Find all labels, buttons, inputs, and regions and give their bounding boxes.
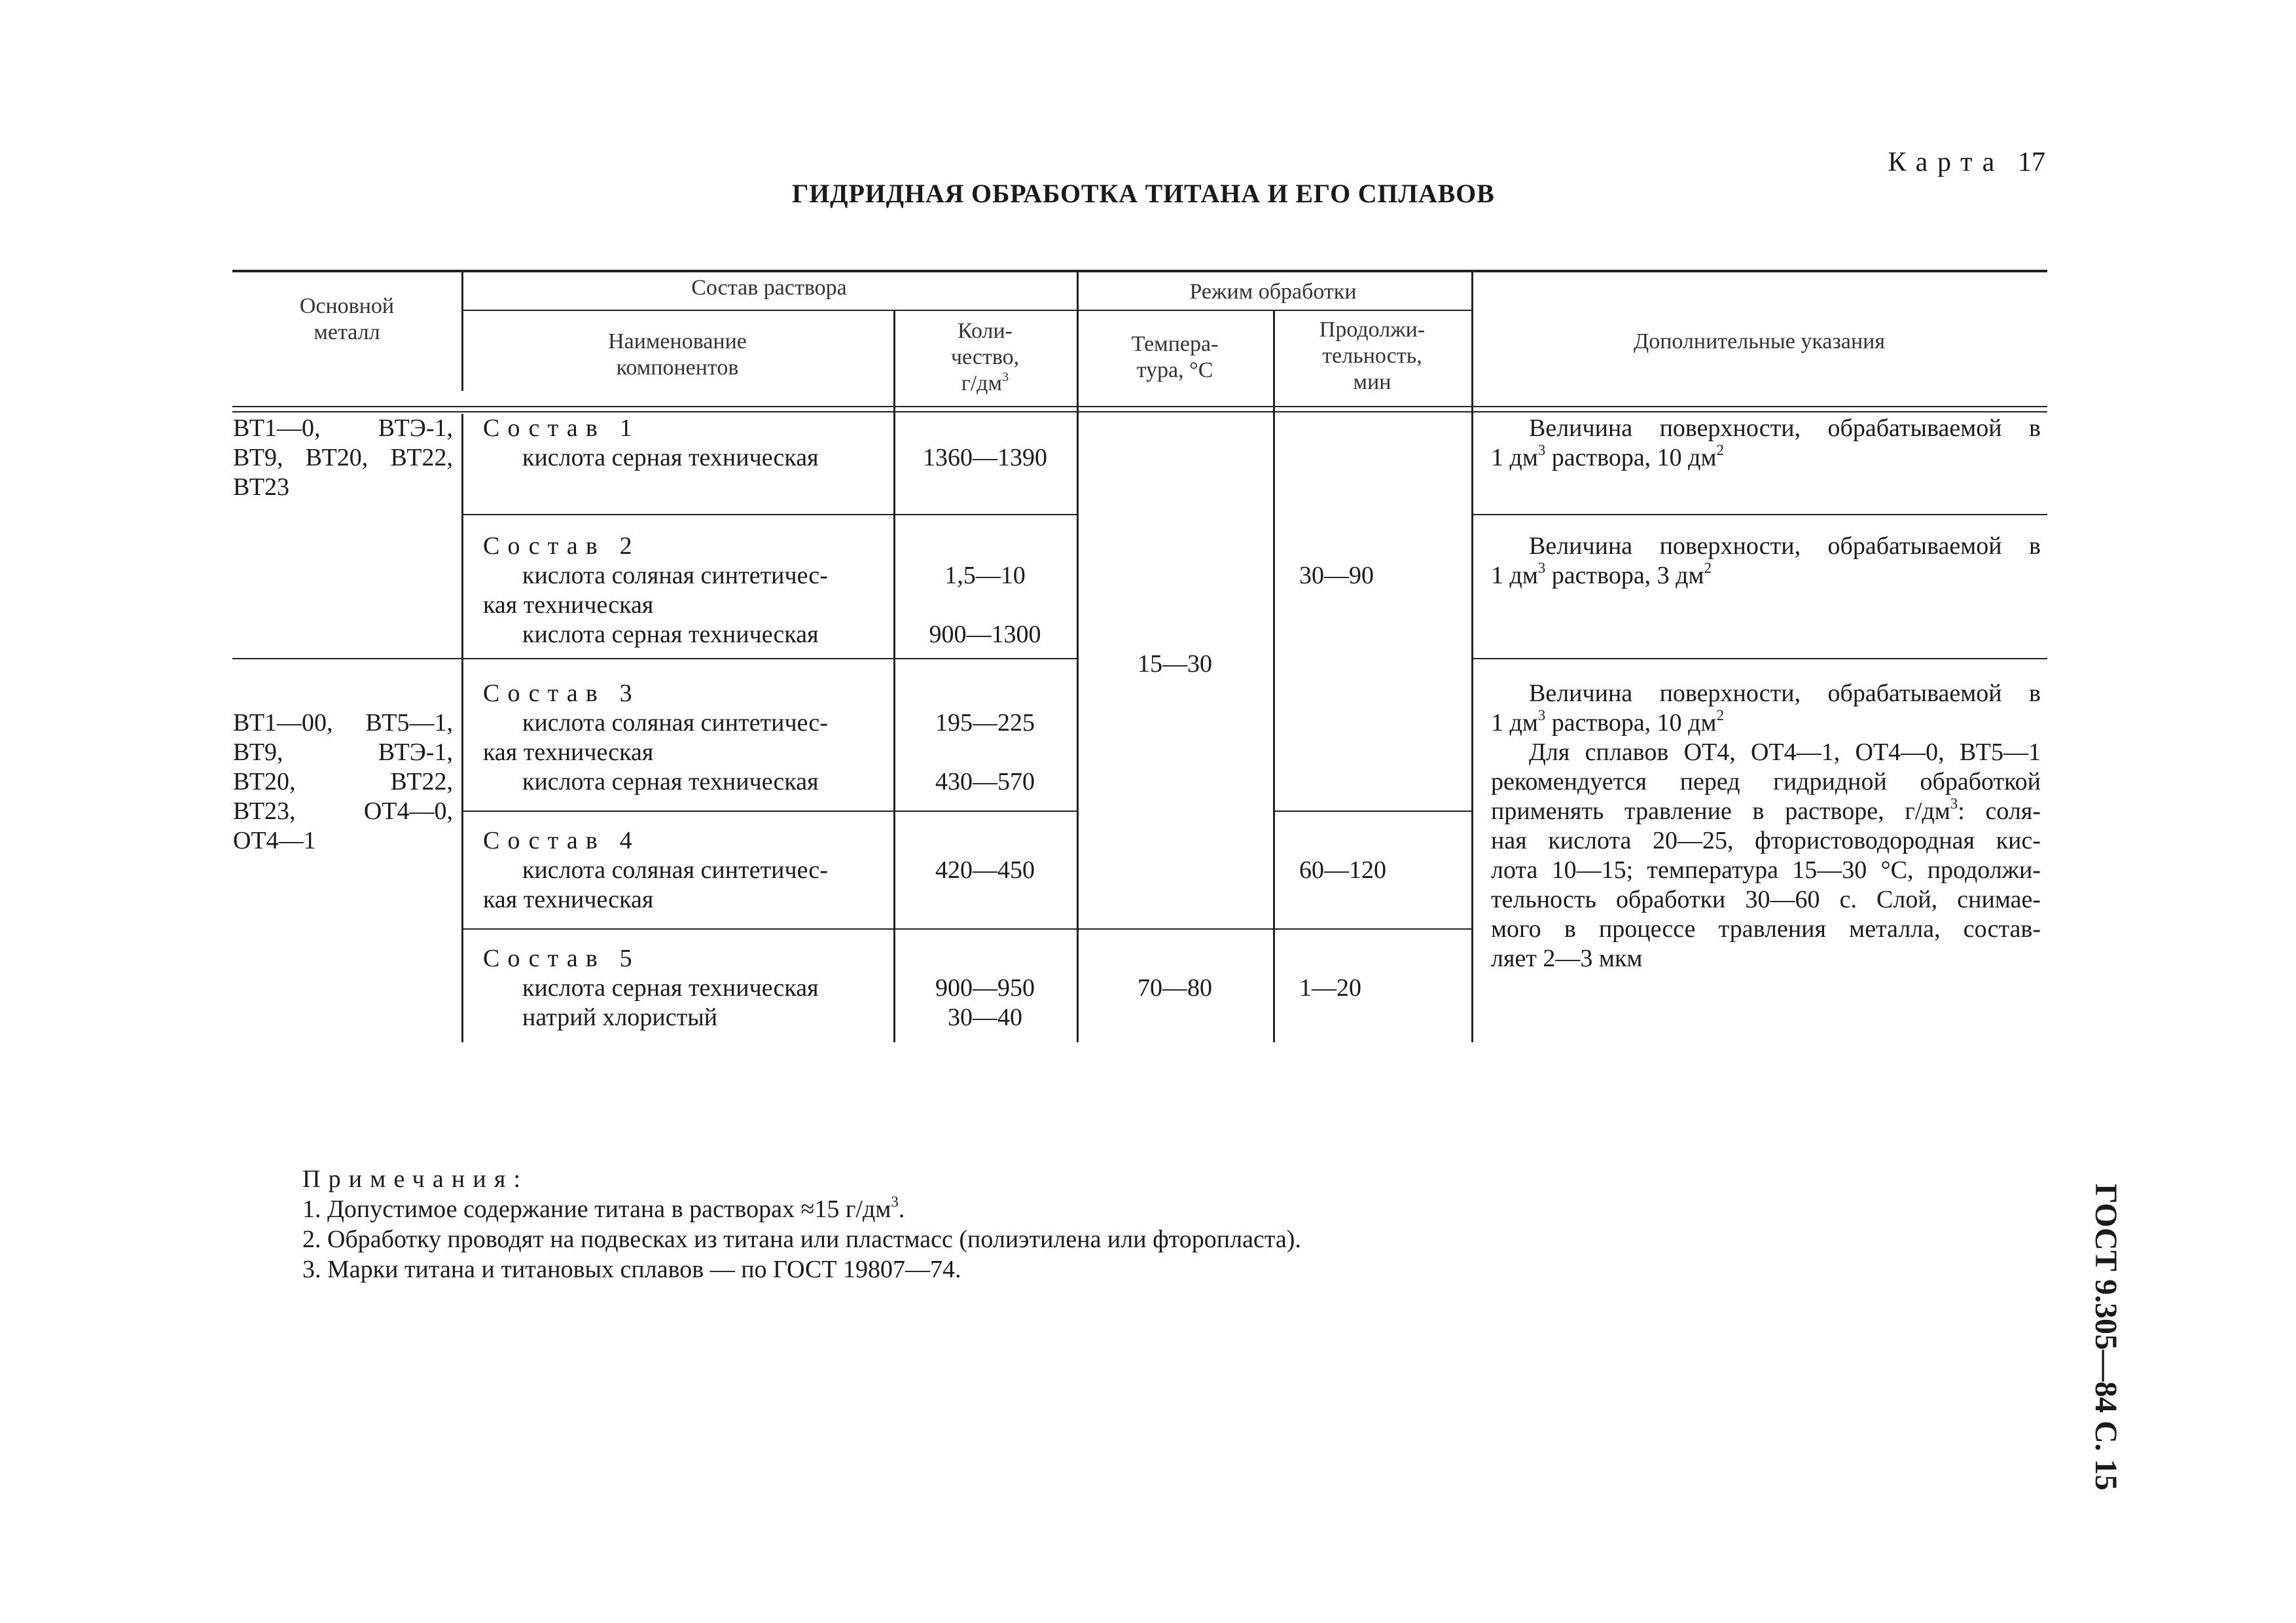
page-title: ГИДРИДНАЯ ОБРАБОТКА ТИТАНА И ЕГО СПЛАВОВ — [792, 179, 1495, 208]
instruction-2-l1: Величина поверхности, обрабатываемой в — [1529, 532, 2041, 560]
sup-cube: 3 — [1537, 442, 1546, 459]
composition-5-line-2: натрий хлористый — [522, 1004, 718, 1031]
metal-group-1-l1: ВТ1—0, ВТЭ-1, — [233, 414, 453, 442]
composition-3-line-3: кислота серная техническая — [522, 768, 819, 795]
instruction-1-l2 — [1491, 443, 2041, 473]
note-2: 2. Обработку проводят на подвесках из титана или пластмасс (полиэтилена или фторопласта). — [302, 1226, 1301, 1253]
duration-main: 30—90 — [1299, 562, 1374, 589]
metal-group-2-l5: ОТ4—1 — [233, 827, 316, 854]
composition-2-line-3: кислота серная техническая — [522, 621, 819, 648]
instruction-1-l1: Величина поверхности, обрабатываемой в — [1529, 414, 2041, 442]
metal-group-2-l3: ВТ20, ВТ22, — [233, 768, 453, 795]
note-1-text: 1. Допустимое содержание титана в растворах ≈15 г/дм — [302, 1195, 891, 1223]
instruction-3-l6: ная кислота 20—25, фтористоводородная кис- — [1491, 827, 2041, 854]
instruction-3-l5-a: применять травление в растворе, г/дм — [1491, 797, 1950, 825]
header-duration-l3: мин — [1353, 370, 1391, 394]
row-rule-2b — [1471, 658, 2047, 659]
row-rule-2 — [232, 658, 1077, 659]
instruction-3-l5 — [1491, 797, 2041, 826]
instruction-3-l3: Для сплавов ОТ4, ОТ4—1, ОТ4—0, ВТ5—1 — [1529, 739, 2041, 766]
side-standard-label: ГОСТ 9.305—84 С. 15 — [2089, 1184, 2123, 1491]
col-divider-2 — [893, 310, 895, 1042]
temperature-comp5: 70—80 — [1138, 974, 1212, 1002]
composition-3-line-2: кая техническая — [483, 739, 654, 766]
notes-heading: Примечания: — [302, 1165, 529, 1193]
composition-5-line-1: кислота серная техническая — [522, 974, 819, 1002]
composition-4-line-1: кислота соляная синтетичес- — [522, 856, 828, 884]
header-components-l2: компонентов — [616, 356, 739, 380]
instruction-2-unit: 1 дм — [1491, 562, 1538, 589]
row-rule-3 — [461, 811, 1077, 812]
header-temperature — [1077, 331, 1273, 384]
duration-comp5: 1—20 — [1299, 974, 1361, 1002]
composition-4-line-2: кая техническая — [483, 886, 654, 913]
metal-group-1-l3: ВТ23 — [233, 473, 290, 501]
instruction-3-l8: тельность обработки 30—60 с. Слой, снимае- — [1491, 886, 2041, 913]
card-number-value: 17 — [2018, 147, 2045, 177]
metal-group-2-l1: ВТ1—00, ВТ5—1, — [233, 709, 453, 737]
instruction-2-l2 — [1491, 561, 2041, 591]
instruction-3-l2 — [1491, 708, 2041, 738]
row-rule-1b — [1471, 514, 2047, 515]
sup-cube: 3 — [1537, 707, 1546, 724]
composition-3-qty-1: 195—225 — [935, 709, 1035, 737]
note-3: 3. Марки титана и титановых сплавов — по ГОСТ 19807—74. — [302, 1256, 961, 1283]
composition-1-qty-1: 1360—1390 — [923, 444, 1047, 471]
sup-square: 2 — [1716, 442, 1724, 459]
instruction-3-l9: мого в процессе травления металла, состав- — [1491, 915, 2041, 943]
composition-3-qty-2: 430—570 — [935, 768, 1035, 795]
composition-3-line-1: кислота соляная синтетичес- — [522, 709, 828, 737]
composition-3-name: Состав 3 — [483, 680, 640, 707]
instruction-2 — [1491, 532, 2041, 591]
header-quantity — [893, 318, 1077, 397]
composition-5 — [483, 944, 819, 1032]
instruction-3-l5-b: : соля- — [1958, 797, 2041, 825]
composition-2-qty-2: 900—1300 — [929, 621, 1041, 648]
note-1-end: . — [898, 1195, 905, 1223]
header-bottom-rule-2 — [232, 411, 2047, 412]
composition-5-qty-1: 900—950 — [935, 974, 1035, 1002]
composition-1 — [483, 414, 819, 473]
row-rule-3b — [1273, 811, 1471, 812]
composition-4-qty-1: 420—450 — [935, 856, 1035, 884]
metal-group-1 — [233, 414, 453, 502]
composition-3 — [483, 679, 828, 797]
instruction-3 — [1491, 679, 2041, 974]
instruction-3-l1: Величина поверхности, обрабатываемой в — [1529, 680, 2041, 707]
sup-cube: 3 — [1950, 795, 1958, 812]
col-divider-4 — [1273, 310, 1275, 1042]
instruction-1-rest: раствора, 10 дм — [1545, 444, 1717, 471]
header-solution: Состав раствора — [691, 276, 847, 300]
composition-5-qty-2: 30—40 — [948, 1004, 1022, 1031]
header-duration-l1: Продолжи- — [1319, 318, 1426, 342]
header-base-metal-l2: металл — [314, 320, 380, 344]
header-temperature-l2: тура, °C — [1136, 358, 1213, 382]
composition-2-qty-1: 1,5—10 — [944, 562, 1026, 589]
instruction-3-l7: лота 10—15; температура 15—30 °C, продолжи- — [1491, 856, 2041, 884]
instruction-3-l4: рекомендуется перед гидридной обработкой — [1491, 768, 2041, 795]
composition-2-line-2: кая техническая — [483, 591, 654, 619]
header-quantity-l3 — [893, 371, 1077, 397]
instruction-1 — [1491, 414, 2041, 473]
composition-5-name: Состав 5 — [483, 945, 640, 972]
instruction-2-rest: раствора, 3 дм — [1545, 562, 1704, 589]
header-quantity-unit: г/дм — [961, 371, 1002, 395]
header-quantity-l2: чество, — [950, 345, 1020, 369]
notes — [302, 1164, 1301, 1285]
composition-2-line-1: кислота соляная синтетичес- — [522, 562, 828, 589]
metal-group-2 — [233, 708, 453, 856]
composition-4-name: Состав 4 — [483, 827, 640, 854]
instruction-1-unit: 1 дм — [1491, 444, 1538, 471]
header-components-l1: Наименование — [608, 329, 747, 354]
col-divider-1 — [461, 414, 463, 1042]
composition-2 — [483, 532, 828, 649]
header-base-metal-l1: Основной — [299, 294, 395, 318]
composition-1-line-1: кислота серная техническая — [522, 444, 819, 471]
header-duration — [1273, 317, 1471, 395]
header-subrule — [461, 310, 1471, 311]
instruction-3-l10: ляет 2—3 мкм — [1491, 945, 1643, 972]
sup-cube: 3 — [1002, 369, 1009, 384]
metal-group-2-l4: ВТ23, ОТ4—0, — [233, 797, 453, 825]
metal-group-1-l2: ВТ9, ВТ20, ВТ22, — [233, 444, 453, 471]
instruction-3-rest: раствора, 10 дм — [1545, 709, 1717, 737]
sup-square: 2 — [1716, 707, 1724, 724]
row-rule-1 — [461, 514, 1077, 515]
note-1 — [302, 1194, 1301, 1224]
sup-square: 2 — [1704, 560, 1712, 577]
header-mode: Режим обработки — [1189, 280, 1357, 304]
row-rule-4 — [461, 928, 1471, 930]
col-divider-5 — [1471, 270, 1473, 1042]
header-temperature-l1: Темпера- — [1131, 332, 1219, 356]
header-base-metal — [232, 293, 461, 346]
header-quantity-l1: Коли- — [957, 319, 1013, 343]
card-number — [1888, 147, 2045, 178]
header-components — [461, 329, 893, 381]
composition-2-name: Состав 2 — [483, 532, 640, 560]
header-duration-l2: тельность, — [1322, 344, 1422, 368]
table-top-rule — [232, 270, 2047, 272]
header-bottom-rule-1 — [232, 406, 2047, 407]
composition-4 — [483, 826, 828, 915]
composition-1-name: Состав 1 — [483, 414, 640, 442]
temperature-main: 15—30 — [1138, 650, 1212, 678]
sup-cube: 3 — [891, 1194, 899, 1211]
metal-group-2-l2: ВТ9, ВТЭ-1, — [233, 739, 453, 766]
card-label: Карта — [1888, 147, 2004, 177]
header-additional: Дополнительные указания — [1634, 329, 1885, 354]
instruction-3-unit: 1 дм — [1491, 709, 1538, 737]
duration-comp4: 60—120 — [1299, 856, 1386, 884]
sup-cube: 3 — [1537, 560, 1546, 577]
